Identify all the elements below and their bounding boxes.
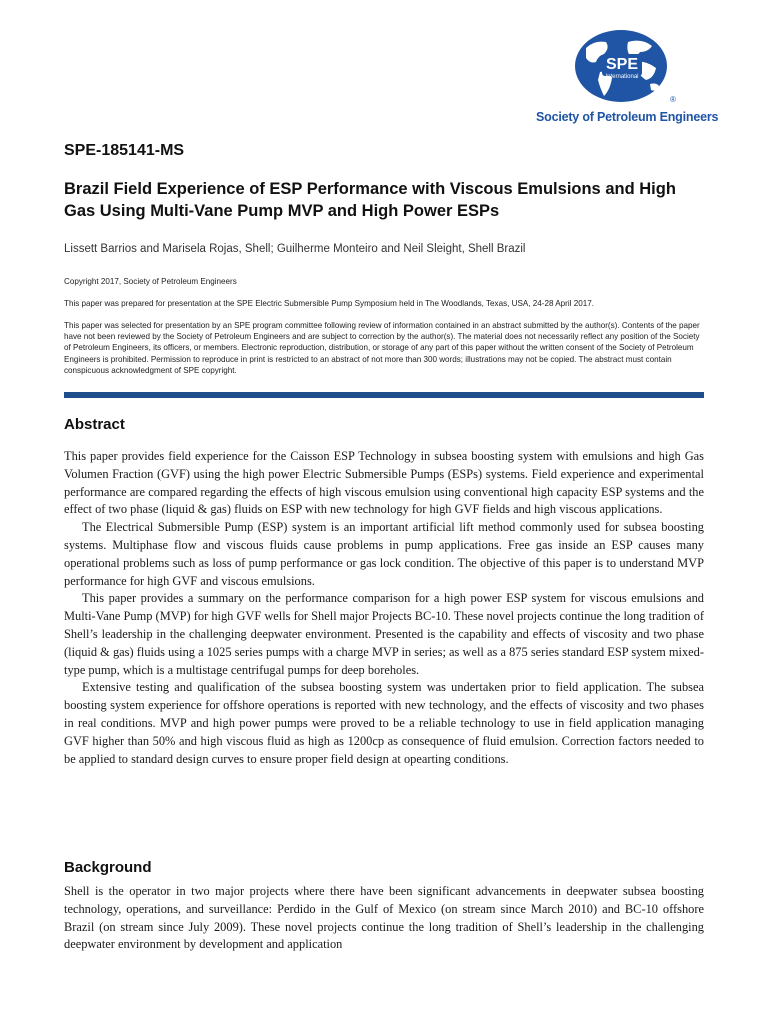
paper-id: SPE-185141-MS xyxy=(64,142,185,159)
background-heading: Background xyxy=(64,859,152,876)
abstract-paragraph: This paper provides a summary on the performance comparison for a high power ESP system for viscous emulsions and Multi-Vane Pump (MVP) for high GVF wells for Shell major Projects BC-10. These novel projects continue the long tradition of Shell’s leadership in the challenging deepwater environment. Presented is the capability and effects of viscosity and two phase (liquid & gas) fluids using a 1025 series pumps with a charge MVP in series; as well as a 875 series standard ESP system mixed-type pump, which is a multistage centrifugal pumps for deep boreholes. xyxy=(64,591,704,677)
spe-globe-logo-icon xyxy=(556,28,686,108)
abstract-paragraph: Extensive testing and qualification of the subsea boosting system was undertaken prior to field application. The subsea boosting system experience for offshore operations is reported with new technology, and the effects of viscosity and two phases in real conditions. MVP and high power pumps were proved to be a reliable technology to use in field application managing GVF higher than 50% and high viscous fluid as high as 1200cp as consequence of fluid emulsion. Correction factors needed to be applied to standard design curves to ensure proper field design at opearting conditions. xyxy=(64,680,704,766)
abstract-heading: Abstract xyxy=(64,416,125,433)
logo-subtext: International xyxy=(605,74,639,80)
registered-mark: ® xyxy=(670,95,676,104)
paper-title: Brazil Field Experience of ESP Performance with Viscous Emulsions and High Gas Using Multi-Vane Pump MVP and High Power ESPs xyxy=(64,180,676,220)
logo-text: SPE xyxy=(605,56,639,73)
background-body xyxy=(64,883,704,954)
background-paragraph: Shell is the operator in two major projects where there have been significant advancements in deepwater subsea boosting technology, operations, and surveillance: Perdido in the Gulf of Mexico (on stream since March 2010) and BC-10 offshore Brazil (on stream since July 2009). These novel projects continue the long tradition of Shell’s leadership in the challenging deepwater environment by development and application xyxy=(64,884,704,952)
society-name: Society of Petroleum Engineers xyxy=(536,110,719,124)
abstract-paragraph: This paper provides field experience for the Caisson ESP Technology in subsea boosting system with emulsions and high Gas Volumen Fraction (GVF) using the high power Electric Submersible Pumps (ESPs) systems. Field experience and experimental performance are compared regarding the effects of high viscous emulsion using conventional high capacity ESP systems and the effect of two phase (liquid & gas) fluids on ESP with new technology for high GVF fields and high viscous applications. xyxy=(64,449,704,517)
presentation-note: This paper was prepared for presentation at the SPE Electric Submersible Pump Symposium held in The Woodlands, Texas, USA, 24-28 April 2017. xyxy=(64,299,594,308)
abstract-body xyxy=(64,448,704,768)
abstract-paragraph: The Electrical Submersible Pump (ESP) system is an important artificial lift method commonly used for subsea boosting systems. Multiphase flow and viscous fluids cause problems in pump applications. Free gas inside an ESP causes many operational problems such as loss of pump performance or gas lock condition. The objective of this paper is to understand MVP performance for high GVF and viscous emulsions. xyxy=(64,520,704,588)
authors: Lissett Barrios and Marisela Rojas, Shell; Guilherme Monteiro and Neil Sleight, Shell Brazil xyxy=(64,243,526,255)
selection-note: This paper was selected for presentation by an SPE program committee following review of information contained in an abstract submitted by the author(s). Contents of the paper have not been reviewed by the Society of Petroleum Engineers and are subject to correction by the author(s). The material does not necessarily reflect any position of the Society of Petroleum Engineers, its officers, or members. Electronic reproduction, distribution, or storage of any part of this paper without the written consent of the Society of Petroleum Engineers is prohibited. Permission to reproduce in print is restricted to an abstract of not more than 300 words; illustrations may not be copied. The abstract must contain conspicuous acknowledgment of SPE copyright. xyxy=(64,321,700,375)
copyright-note: Copyright 2017, Society of Petroleum Engineers xyxy=(64,277,237,286)
spe-logo xyxy=(536,28,719,128)
section-divider xyxy=(64,392,704,398)
